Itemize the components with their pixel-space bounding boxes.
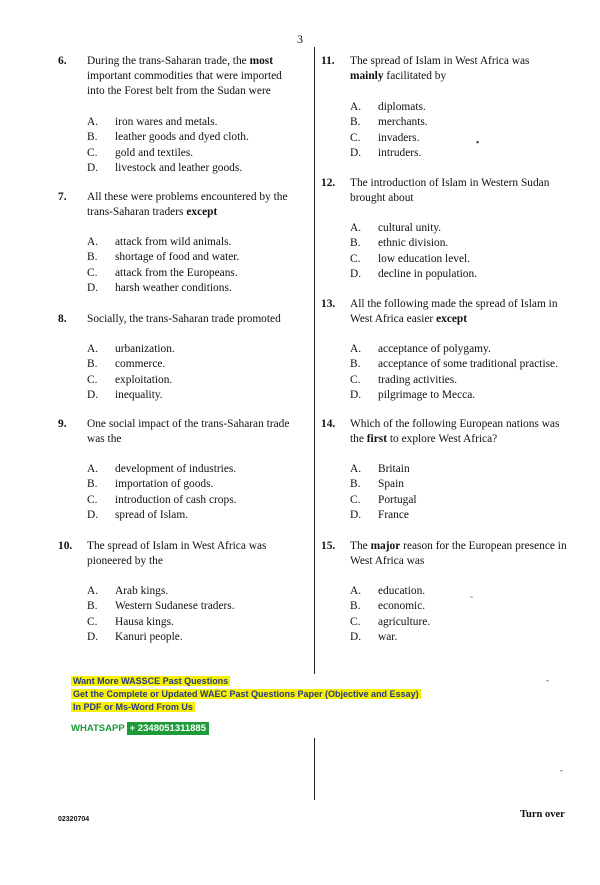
option-text: low education level.	[378, 252, 471, 265]
option-text: attack from wild animals.	[115, 236, 232, 248]
column-divider	[314, 47, 315, 674]
question-stem	[87, 417, 302, 447]
option-letter: D.	[87, 161, 99, 174]
option-text: France	[378, 508, 409, 521]
question-stem	[350, 176, 565, 206]
promo-text: Get the Complete or Updated WAEC Past Questions Paper (Objective and Essay)	[73, 689, 419, 699]
stem-text: All the following made the spread of Islam in West Africa easier	[350, 298, 558, 325]
scan-mark: ▪	[476, 137, 480, 147]
stem-emphasis: first	[366, 433, 388, 445]
option-letter: D.	[87, 508, 99, 521]
option-text: Arab kings.	[115, 585, 169, 597]
option-letter: A.	[350, 343, 362, 355]
stem-text: The spread of Islam in West Africa was	[350, 55, 530, 67]
option-text: decline in population.	[378, 267, 478, 280]
question-stem	[87, 312, 307, 327]
question-number: 7.	[58, 191, 67, 203]
option-letter: C.	[87, 266, 98, 279]
option-text: Kanuri people.	[115, 630, 183, 643]
whatsapp-label: WHATSAPP	[71, 723, 125, 734]
option-text: urbanization.	[115, 343, 175, 355]
option-text: commerce.	[115, 358, 166, 371]
option-letter: D.	[87, 630, 99, 643]
question-number: 10.	[58, 540, 73, 552]
option-letter: D.	[350, 508, 362, 521]
option-text: Portugal	[378, 493, 417, 506]
option-text: iron wares and metals.	[115, 116, 218, 128]
option-letter: C.	[350, 373, 361, 386]
option-letter: D.	[350, 388, 362, 401]
stem-text: One social impact of the trans-Saharan trade was the	[87, 418, 290, 445]
whatsapp-number[interactable]: + 2348051311885	[127, 722, 209, 735]
option-text: trading activities.	[378, 373, 458, 386]
option-text: cultural unity.	[378, 222, 442, 234]
page-number: 3	[297, 32, 303, 46]
option-text: merchants.	[378, 116, 428, 129]
stem-text: The	[350, 540, 371, 552]
scan-mark: ˷	[470, 588, 473, 598]
option-text: war.	[378, 630, 398, 643]
promo-line-3	[71, 701, 195, 713]
option-letter: D.	[87, 281, 99, 294]
stem-text: to explore West Africa?	[387, 433, 498, 445]
option-letter: C.	[87, 615, 98, 628]
option-text: attack from the Europeans.	[115, 266, 238, 279]
option-text: pilgrimage to Mecca.	[378, 388, 476, 401]
option-letter: C.	[87, 493, 98, 506]
promo-text: Want More WASSCE Past Questions	[73, 676, 229, 686]
option-text: importation of goods.	[115, 478, 214, 491]
option-letter: D.	[350, 630, 362, 643]
option-text: intruders.	[378, 146, 422, 159]
option-letter: A.	[350, 463, 362, 475]
stem-text: Which of the following European nations was the	[350, 418, 560, 445]
option-letter: C.	[350, 131, 361, 144]
option-letter: B.	[350, 600, 361, 613]
option-letter: B.	[350, 116, 361, 129]
option-text: ethnic division.	[378, 237, 449, 250]
whatsapp-contact[interactable]	[71, 723, 209, 734]
question-number: 15.	[321, 540, 336, 552]
option-text: leather goods and dyed cloth.	[115, 131, 249, 144]
stem-text: All these were problems encountered by the trans-Saharan traders	[87, 191, 288, 218]
option-letter: C.	[350, 615, 361, 628]
option-letter: A.	[87, 343, 99, 355]
option-text: harsh weather conditions.	[115, 281, 232, 294]
option-letter: B.	[87, 131, 98, 144]
option-text: education.	[378, 585, 426, 597]
option-letter: B.	[87, 600, 98, 613]
option-text: development of industries.	[115, 463, 237, 475]
promo-line-2	[71, 688, 421, 700]
stem-text: reason for the European presence in West Africa was	[350, 540, 567, 567]
question-number: 13.	[321, 298, 336, 310]
option-text: acceptance of some traditional practise.	[378, 358, 558, 371]
stem-emphasis: except	[436, 313, 468, 325]
option-letter: A.	[87, 116, 99, 128]
stem-text: important commodities that were imported into the Forest belt from the Sudan were	[87, 70, 282, 97]
option-text: inequality.	[115, 388, 163, 401]
option-letter: A.	[350, 101, 362, 113]
option-text: shortage of food and water.	[115, 251, 240, 264]
option-text: Britain	[378, 463, 410, 475]
option-text: spread of Islam.	[115, 508, 189, 521]
option-letter: A.	[350, 222, 362, 234]
stem-text: During the trans-Saharan trade, the	[87, 55, 250, 67]
question-stem	[350, 297, 570, 327]
question-stem	[350, 539, 575, 569]
stem-text: Socially, the trans-Saharan trade promoted	[87, 313, 281, 325]
question-stem	[350, 417, 572, 447]
option-letter: A.	[87, 236, 99, 248]
option-letter: B.	[350, 478, 361, 491]
option-letter: B.	[87, 478, 98, 491]
stem-emphasis: major	[370, 540, 401, 552]
question-number: 14.	[321, 418, 336, 430]
option-text: exploitation.	[115, 373, 173, 386]
option-text: Hausa kings.	[115, 615, 174, 628]
option-letter: D.	[87, 388, 99, 401]
question-number: 12.	[321, 177, 336, 189]
option-letter: D.	[350, 146, 362, 159]
option-text: agriculture.	[378, 615, 431, 628]
option-text: gold and textiles.	[115, 146, 194, 159]
option-letter: A.	[87, 463, 99, 475]
stem-emphasis: mainly	[350, 70, 384, 82]
option-text: Spain	[378, 478, 404, 491]
option-letter: D.	[350, 267, 362, 280]
option-letter: B.	[350, 237, 361, 250]
option-letter: C.	[87, 373, 98, 386]
option-letter: A.	[350, 585, 362, 597]
promo-text: In PDF or Ms-Word From Us	[73, 702, 193, 712]
option-letter: C.	[350, 493, 361, 506]
option-letter: A.	[87, 585, 99, 597]
stem-emphasis: most	[249, 55, 273, 67]
promo-line-1	[71, 675, 230, 687]
option-text: livestock and leather goods.	[115, 161, 243, 174]
question-number: 11.	[321, 55, 335, 67]
stem-text: facilitated by	[383, 70, 447, 82]
option-text: introduction of cash crops.	[115, 493, 237, 506]
question-stem	[87, 539, 287, 569]
question-number: 9.	[58, 418, 67, 430]
stem-text: The introduction of Islam in Western Sudan brought about	[350, 177, 550, 204]
question-number: 6.	[58, 55, 67, 67]
question-stem	[350, 54, 550, 84]
option-letter: B.	[87, 358, 98, 371]
scan-mark: -	[546, 675, 549, 685]
option-text: economic.	[378, 600, 426, 613]
column-divider-lower	[314, 738, 315, 800]
scan-mark: -	[560, 765, 563, 775]
option-text: invaders.	[378, 131, 420, 144]
option-text: diplomats.	[378, 101, 426, 113]
option-letter: B.	[350, 358, 361, 371]
stem-emphasis: except	[186, 206, 218, 218]
option-letter: B.	[87, 251, 98, 264]
question-stem	[87, 190, 302, 220]
turn-over-label: Turn over	[520, 809, 565, 820]
paper-code: 02320704	[58, 816, 90, 823]
stem-text: The spread of Islam in West Africa was pioneered by the	[87, 540, 267, 567]
option-letter: C.	[87, 146, 98, 159]
option-text: acceptance of polygamy.	[378, 343, 491, 355]
option-letter: C.	[350, 252, 361, 265]
question-number: 8.	[58, 313, 67, 325]
question-stem	[87, 54, 302, 99]
option-text: Western Sudanese traders.	[115, 600, 235, 613]
